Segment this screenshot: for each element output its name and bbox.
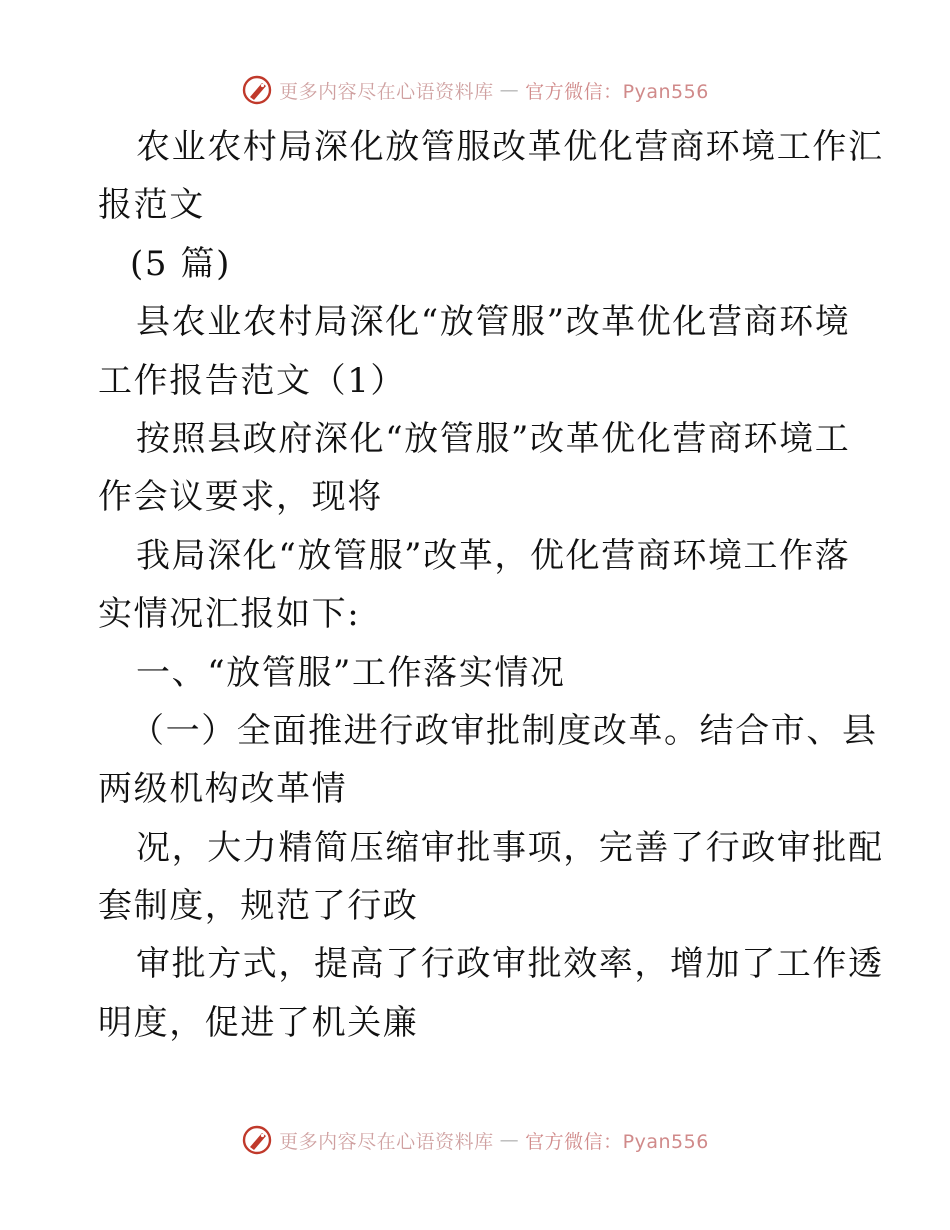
pen-nib-logo-icon — [241, 74, 273, 106]
paragraph-line: 明度，促进了机关廉 — [98, 1002, 419, 1043]
document-subtitle-count: (5 篇) — [130, 243, 231, 284]
document-body — [98, 118, 884, 1052]
watermark-site-text: 更多内容尽在心语资料库 — [279, 80, 494, 103]
paragraph-line: （一）全面推进行政审批制度改革。结合市、县 — [130, 710, 878, 751]
section-heading-line-2: 工作报告范文（1） — [98, 360, 407, 401]
paragraph-line: 审批方式，提高了行政审批效率，增加了工作透 — [136, 944, 884, 985]
pen-nib-logo-icon — [241, 1124, 273, 1156]
subsection-heading: 一、“放管服”工作落实情况 — [136, 652, 566, 693]
header-watermark — [0, 70, 950, 110]
watermark-site-text: 更多内容尽在心语资料库 — [279, 1130, 494, 1153]
paragraph-line: 两级机构改革情 — [98, 769, 348, 810]
footer-watermark — [0, 1120, 950, 1160]
watermark-wechat-text: 官方微信：Pyan556 — [525, 1130, 709, 1153]
paragraph-line: 按照县政府深化“放管服”改革优化营商环境工 — [136, 418, 851, 459]
section-heading-line-1: 县农业农村局深化“放管服”改革优化营商环境 — [136, 302, 851, 343]
paragraph-line: 作会议要求，现将 — [98, 477, 383, 518]
watermark-separator: — — [499, 1129, 520, 1151]
paragraph-line: 实情况汇报如下: — [98, 594, 361, 635]
document-title-line-2: 报范文 — [98, 185, 205, 226]
paragraph-line: 况，大力精简压缩审批事项，完善了行政审批配 — [136, 827, 884, 868]
watermark-wechat-text: 官方微信：Pyan556 — [525, 80, 709, 103]
document-title-line-1: 农业农村局深化放管服改革优化营商环境工作汇 — [136, 127, 884, 167]
paragraph-line: 套制度，规范了行政 — [98, 886, 419, 927]
watermark-separator: — — [499, 79, 520, 101]
paragraph-line: 我局深化“放管服”改革，优化营商环境工作落 — [136, 535, 851, 576]
